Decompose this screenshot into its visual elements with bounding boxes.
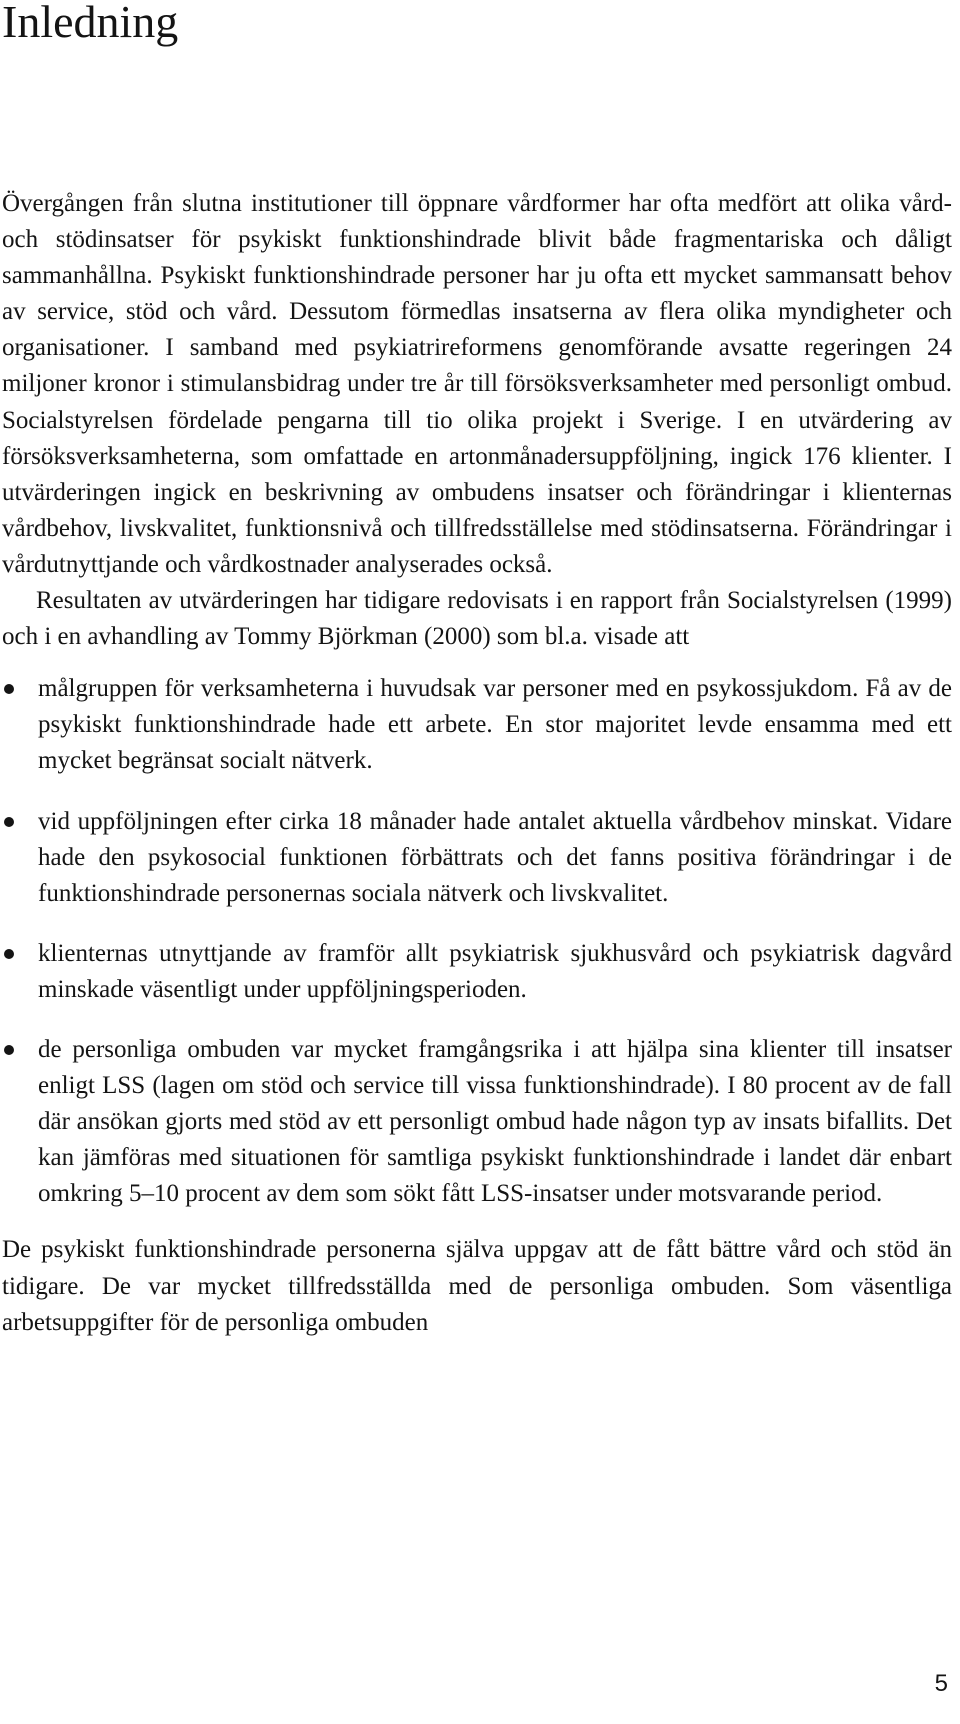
list-item-text: vid uppföljningen efter cirka 18 månader hade antalet aktuella vårdbehov minskat. Vidare hade den psykosocial funktionen förbättrats och det fanns positiva förändringar i de funktionshindrade personernas sociala nätverk och livskvalitet. bbox=[38, 807, 952, 907]
list-item bbox=[2, 1032, 952, 1212]
page-number: 5 bbox=[934, 1670, 948, 1697]
list-item bbox=[2, 671, 952, 779]
bullet-icon bbox=[4, 684, 14, 694]
paragraph-results: Resultaten av utvärderingen har tidigare redovisats i en rapport från Socialstyrelsen (1999) och i en avhandling av Tommy Björkman (2000) som bl.a. visade att bbox=[2, 587, 952, 651]
findings-list bbox=[2, 671, 952, 1212]
body-text bbox=[2, 186, 952, 1341]
paragraph-satisfaction: De psykiskt funktionshindrade personerna själva uppgav att de fått bättre vård och stöd än tidigare. De var mycket tillfredsställda med de personliga ombuden. Som väsentliga arbetsuppgifter för de personliga ombuden bbox=[2, 1236, 952, 1336]
chapter-title: Inledning bbox=[2, 0, 179, 47]
list-item-text: de personliga ombuden var mycket framgångsrika i att hjälpa sina klienter till insatser enligt LSS (lagen om stöd och service till vissa funktionshindrade). I 80 procent av de fall där ansökan gjorts med stöd av ett personligt ombud hade någon typ av insats bifallits. Det kan jämföras med situationen för samtliga psykiskt funktionshindrade i landet där enbart omkring 5–10 procent av dem som sökt fått LSS-insatser under motsvarande period. bbox=[38, 1035, 952, 1208]
list-item bbox=[2, 804, 952, 912]
list-item-text: klienternas utnyttjande av framför allt psykiatrisk sjukhusvård och psykiatrisk dagvård minskade väsentligt under uppföljningsperioden. bbox=[38, 939, 952, 1003]
bullet-icon bbox=[4, 949, 14, 959]
paragraph-intro: Övergången från slutna institutioner till öppnare vårdformer har ofta medfört att olika vård- och stödinsatser för psykiskt funktionshindrade blivit både fragmentariska och dåligt sammanhållna. Psykiskt funktionshindrade personer har ju ofta ett mycket sammansatt behov av service, stöd och vård. Dessutom förmedlas insatserna av flera olika myndigheter och organisationer. I samband med psykiatrireformens genomförande avsatte regeringen 24 miljoner kronor i stimulansbidrag under tre år till försöksverksamheter med personligt ombud. Socialstyrelsen fördelade pengarna till tio olika projekt i Sverige. I en utvärdering av försöksverksamheterna, som omfattade en artonmånadersuppföljning, ingick 176 klienter. I utvärderingen ingick en beskrivning av ombudens insatser och förändringar i klienternas vårdbehov, livskvalitet, funktionsnivå och tillfredsställelse med stödinsatserna. Förändringar i vårdutnyttjande och vårdkostnader analyserades också. bbox=[2, 190, 952, 578]
bullet-icon bbox=[4, 1045, 14, 1055]
list-item bbox=[2, 936, 952, 1008]
list-item-text: målgruppen för verksamheterna i huvudsak var personer med en psykossjukdom. Få av de psykiskt funktionshindrade hade ett arbete. En stor majoritet levde ensamma med ett mycket begränsat socialt nätverk. bbox=[38, 675, 952, 775]
bullet-icon bbox=[4, 817, 14, 827]
